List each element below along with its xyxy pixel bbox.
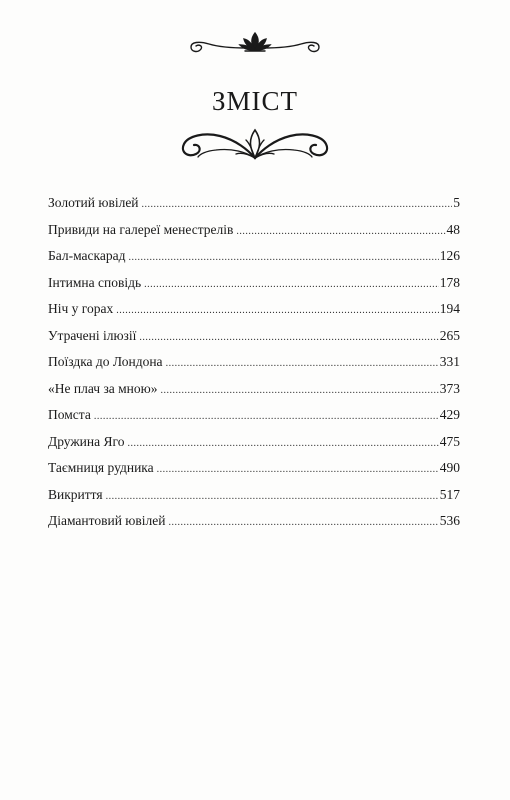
scroll-flourish-icon xyxy=(176,124,334,164)
toc-entry-page: 5 xyxy=(453,195,460,210)
toc-entry-title: Поїздка до Лондона xyxy=(48,354,163,369)
toc-entry[interactable] xyxy=(48,349,460,376)
toc-entry-title: Діамантовий ювілей xyxy=(48,513,166,528)
toc-entry-title: Утрачені ілюзії xyxy=(48,327,137,343)
dot-leader xyxy=(236,219,445,246)
toc-entry[interactable] xyxy=(48,323,460,350)
dot-leader xyxy=(168,510,438,537)
page-title: ЗМІСТ xyxy=(211,86,299,116)
toc-entry-page: 475 xyxy=(439,433,460,449)
toc-entry-title: Дружина Яго xyxy=(48,433,125,449)
dot-leader xyxy=(94,404,439,431)
toc-entry-title: Таємниця рудника xyxy=(48,460,154,475)
toc-entry-page: 126 xyxy=(439,248,460,263)
toc-entry-title: Інтимна сповідь xyxy=(48,274,142,290)
toc-entry[interactable] xyxy=(48,296,460,323)
toc-entry-page: 194 xyxy=(439,301,460,316)
toc-entry-title: «Не плач за мною» xyxy=(48,380,158,396)
dot-leader xyxy=(161,378,439,405)
toc-entry-page: 490 xyxy=(439,460,460,475)
toc-entry-title: Золотий ювілей xyxy=(48,195,139,210)
toc-entry[interactable] xyxy=(48,482,460,509)
toc-entry-title: Привиди на галереї менестрелів xyxy=(48,221,234,237)
toc-entry[interactable] xyxy=(48,243,460,270)
toc-entry-page: 331 xyxy=(439,354,460,369)
toc-entry-title: Ніч у горах xyxy=(48,301,114,316)
dot-leader xyxy=(142,192,453,219)
toc-entry-title: Помста xyxy=(48,407,91,422)
toc-entry[interactable] xyxy=(48,429,460,456)
toc-entry[interactable] xyxy=(48,217,460,244)
toc-entry-page: 429 xyxy=(439,407,460,422)
dot-leader xyxy=(157,457,439,484)
dot-leader xyxy=(127,431,438,458)
toc-entry-page: 265 xyxy=(439,327,460,343)
toc-entry-page: 178 xyxy=(439,274,460,290)
toc-entry[interactable] xyxy=(48,402,460,429)
toc-entry-page: 517 xyxy=(439,486,460,502)
toc-entry-page: 536 xyxy=(439,513,460,528)
toc-entry[interactable] xyxy=(48,508,460,535)
table-of-contents xyxy=(48,190,460,535)
toc-entry-title: Викриття xyxy=(48,486,103,502)
dot-leader xyxy=(144,272,439,299)
dot-leader xyxy=(116,298,439,325)
toc-entry-page: 373 xyxy=(439,380,460,396)
floral-flourish-icon xyxy=(185,30,325,56)
toc-entry[interactable] xyxy=(48,270,460,297)
dot-leader xyxy=(106,484,439,511)
toc-entry[interactable] xyxy=(48,190,460,217)
dot-leader xyxy=(166,351,439,378)
dot-leader xyxy=(129,245,439,272)
toc-entry-page: 48 xyxy=(446,221,460,237)
toc-entry[interactable] xyxy=(48,376,460,403)
toc-entry-title: Бал-маскарад xyxy=(48,248,126,263)
toc-entry[interactable] xyxy=(48,455,460,482)
dot-leader xyxy=(139,325,438,352)
